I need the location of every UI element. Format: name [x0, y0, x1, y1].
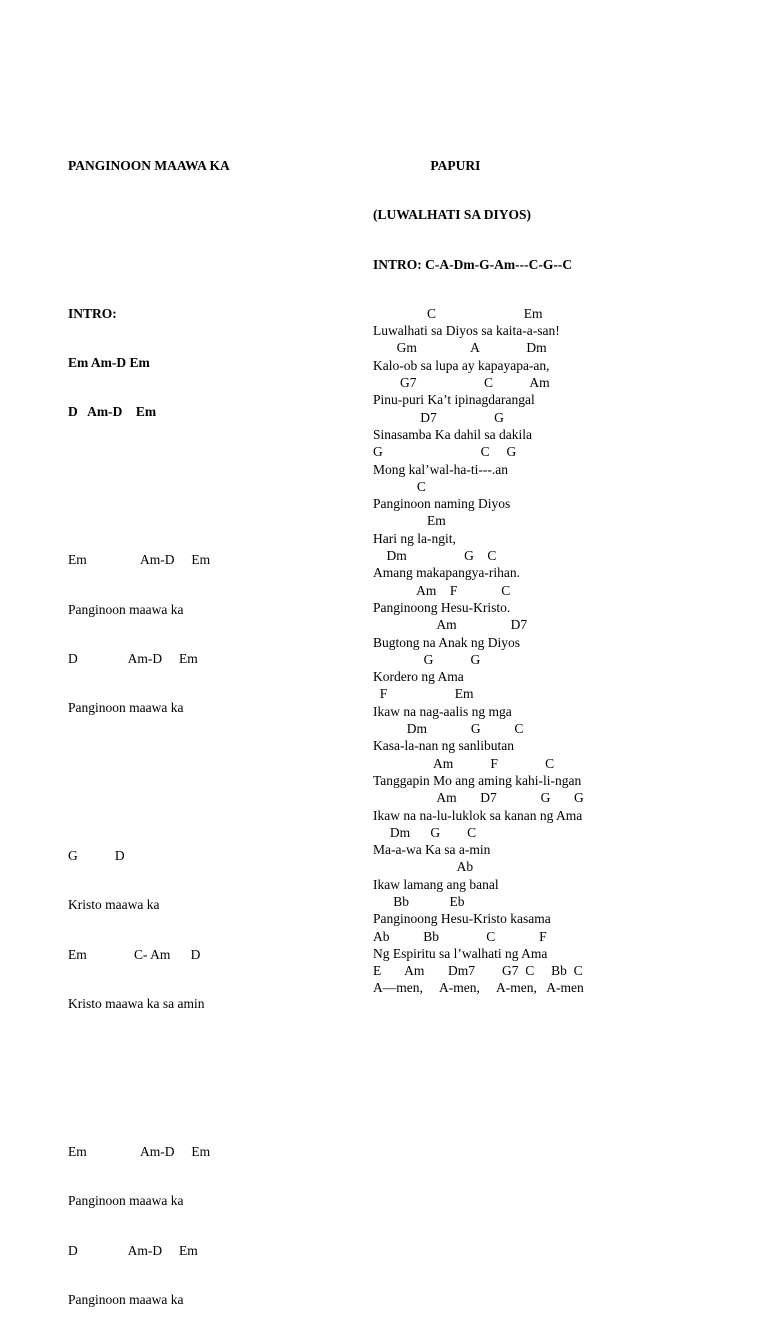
lyric-line: Panginoon maawa ka [68, 700, 184, 716]
lyric-line: Tanggapin Mo ang aming kahi-li-ngan [373, 772, 582, 788]
lyric-line: Kasa-la-nan ng sanlibutan [373, 738, 514, 754]
song-title-papuri: PAPURI [373, 158, 481, 173]
chord-line: Em [373, 513, 446, 529]
chord-line: Ab [373, 859, 474, 875]
lyric-line: Mong kal’wal-ha-ti---.an [373, 461, 508, 477]
lyric-line: Panginoon naming Diyos [373, 496, 511, 512]
chord-line: Dm G C [373, 824, 477, 840]
chord-line: Em Am-D Em [68, 1143, 211, 1159]
lyric-line: Kristo maawa ka [68, 897, 160, 913]
lyric-line: Ikaw na na-lu-luklok sa kanan ng Ama [373, 807, 583, 823]
chord-line: G G [373, 651, 481, 667]
chord-line: C Em [373, 305, 543, 321]
chord-line: Am D7 G G [373, 790, 584, 806]
chord-line: G7 C Am [373, 375, 550, 391]
intro-chords: INTRO: C-A-Dm-G-Am---C-G--C [373, 256, 573, 272]
song-lines [373, 305, 584, 997]
lyric-line: Luwalhati sa Diyos sa kaita-a-san! [373, 323, 560, 339]
chord-line: G C G [373, 444, 517, 460]
lyric-line: Panginoon maawa ka [68, 1291, 184, 1307]
lyric-line: Sinasamba Ka dahil sa dakila [373, 426, 532, 442]
chord-line: Am F C [373, 582, 511, 598]
song-title-panginoon: PANGINOON MAAWA KA [68, 158, 230, 173]
intro-chords-1: Em Am-D Em [68, 355, 150, 371]
lyric-line: Ng Espiritu sa l’walhati ng Ama [373, 945, 548, 961]
chord-line: Em Am-D Em [68, 552, 211, 568]
lyric-line: Panginoong Hesu-Kristo kasama [373, 911, 551, 927]
chord-line: Ab Bb C F [373, 928, 547, 944]
lyric-line: Panginoon maawa ka [68, 1193, 184, 1209]
chord-line: Am F C [373, 755, 555, 771]
lyric-line: Ma-a-wa Ka sa a-min [373, 842, 491, 858]
right-column [373, 125, 584, 1013]
intro-label: INTRO: [68, 305, 117, 321]
lyric-line: Kordero ng Ama [373, 669, 464, 685]
chord-line: Dm G C [373, 548, 497, 564]
lyric-line: Hari ng la-ngit, [373, 530, 456, 546]
chord-line: Am D7 [373, 617, 528, 633]
chord-line: Gm A Dm [373, 340, 547, 356]
lyric-line: Ikaw na nag-aalis ng mga [373, 703, 512, 719]
lyric-line: Kalo-ob sa lupa ay kapayapa-an, [373, 357, 550, 373]
lyric-line: A—men, A-men, A-men, A-men [373, 980, 584, 996]
left-column [68, 125, 230, 1324]
chord-line: Em C- Am D [68, 946, 201, 962]
chord-line: D7 G [373, 409, 504, 425]
chord-line: G D [68, 848, 125, 864]
lyric-line: Kristo maawa ka sa amin [68, 996, 205, 1012]
chord-line: C [373, 478, 426, 494]
lyric-line: Amang makapangya-rihan. [373, 565, 520, 581]
chord-line: D Am-D Em [68, 650, 198, 666]
chord-line: Dm G C [373, 721, 524, 737]
lyric-line: Panginoong Hesu-Kristo. [373, 599, 511, 615]
lyric-line: Panginoon maawa ka [68, 601, 184, 617]
chord-line: F Em [373, 686, 474, 702]
chord-line: Bb Eb [373, 893, 465, 909]
lyric-line: Bugtong na Anak ng Diyos [373, 634, 520, 650]
lyric-line: Ikaw lamang ang banal [373, 876, 499, 892]
intro-chords-2: D Am-D Em [68, 404, 157, 420]
chord-line: E Am Dm7 G7 C Bb C [373, 963, 583, 979]
lyric-line: Pinu-puri Ka’t ipinagdarangal [373, 392, 535, 408]
song-subtitle: (LUWALHATI SA DIYOS) [373, 207, 532, 223]
chord-line: D Am-D Em [68, 1242, 198, 1258]
